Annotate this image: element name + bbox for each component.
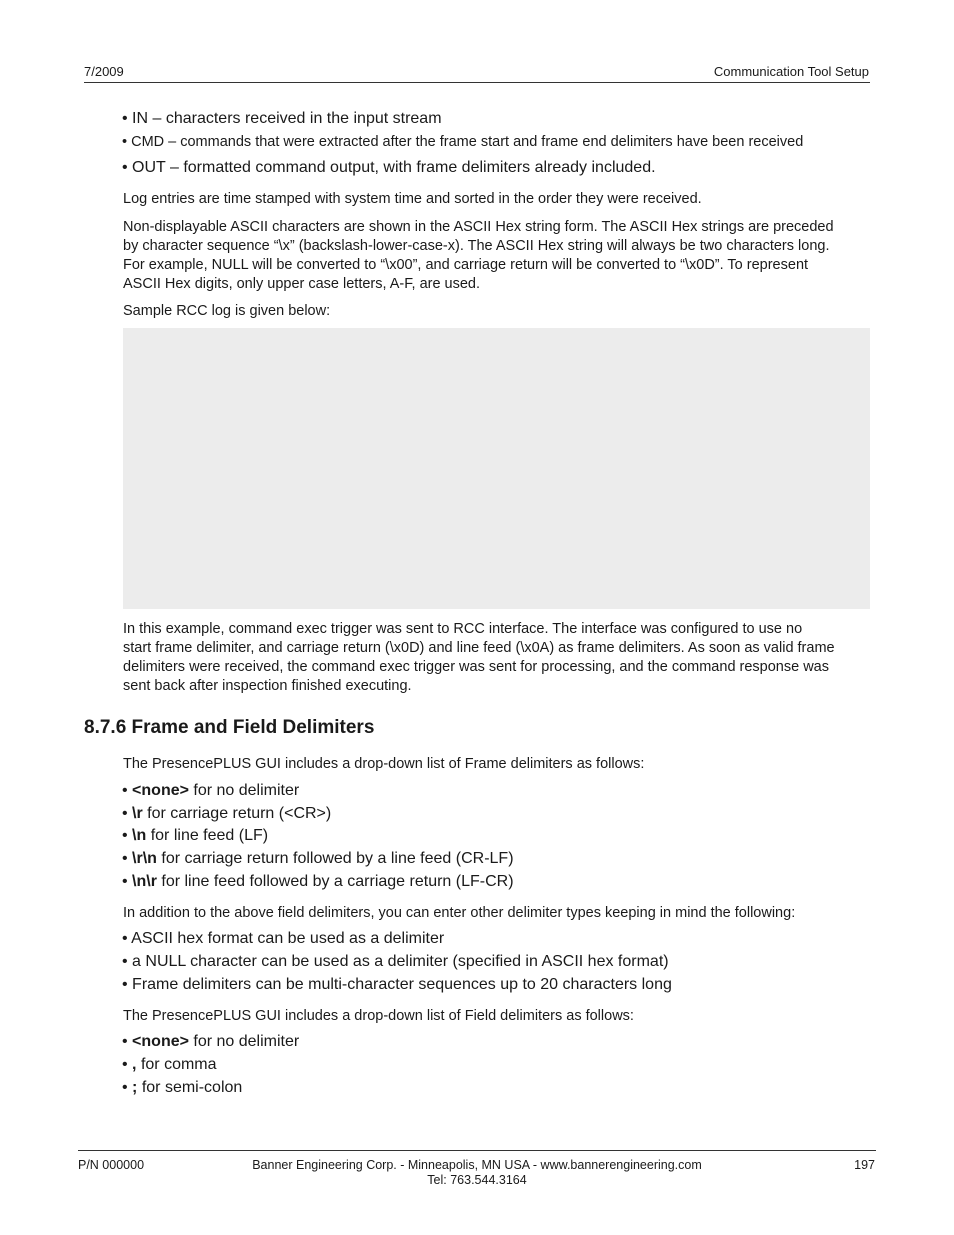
paragraph-timestamp: Log entries are time stamped with system time and sorted in the order they were received. [123,191,702,207]
bullet-cmd: • CMD – commands that were extracted after the frame start and frame end delimiters have been received [122,134,804,150]
bullet-mark: • [122,827,133,844]
paragraph-field-intro: The PresencePLUS GUI includes a drop-down list of Field delimiters as follows: [123,1008,634,1024]
field-delimiter-item [122,1056,217,1074]
paragraph-frame-intro: The PresencePLUS GUI includes a drop-down list of Frame delimiters as follows: [123,756,645,772]
footer-part-number: P/N 000000 [78,1158,145,1172]
bullet-mark: • [122,1079,133,1096]
footer-phone: Tel: 763.544.3164 [427,1173,527,1187]
frame-delimiter-item [122,805,331,823]
header-section-title: Communication Tool Setup [713,64,869,79]
paragraph-line: start frame delimiter, and carriage return (\x0D) and line feed (\x0A) as frame delimiters. As soon as valid frame [123,640,835,656]
frame-delimiter-item [122,827,268,845]
bullet-in: • IN – characters received in the input stream [122,110,442,127]
field-delimiter-item [122,1033,299,1051]
footer-divider [78,1150,876,1151]
delimiter-code: <none> [132,782,189,799]
section-heading: 8.7.6 Frame and Field Delimiters [84,717,375,738]
paragraph-example [123,620,873,696]
delimiter-code: \r [132,805,143,822]
delimiter-desc: for line feed (LF) [146,827,269,844]
delimiter-desc: for no delimiter [188,782,300,799]
bullet-mark: • [122,850,133,867]
frame-delimiter-item [122,873,514,891]
delimiter-code: ; [132,1079,138,1096]
frame-delimiter-item [122,850,514,868]
paragraph-line: sent back after inspection finished executing. [123,678,412,694]
delimiter-code: \n [132,827,147,844]
paragraph-line: Non-displayable ASCII characters are shown in the ASCII Hex string form. The ASCII Hex strings are preceded [123,219,834,235]
header-date: 7/2009 [84,64,124,79]
rule-item: • a NULL character can be used as a delimiter (specified in ASCII hex format) [122,953,669,970]
paragraph-line: For example, NULL will be converted to “\x00”, and carriage return will be converted to “\x0D”. To represent [123,257,809,273]
paragraph-line: delimiters were received, the command exec trigger was sent for processing, and the command response was [123,659,829,675]
delimiter-code: \n\r [132,873,157,890]
delimiter-desc: for carriage return (<CR>) [142,805,332,822]
rule-item: • ASCII hex format can be used as a delimiter [122,930,445,947]
bullet-mark: • [122,805,133,822]
bullet-mark: • [122,1056,133,1073]
paragraph-addition: In addition to the above field delimiters, you can enter other delimiter types keeping in mind the following: [123,905,796,921]
field-delimiter-item [122,1079,242,1097]
bullet-mark: • [122,873,133,890]
header-divider [84,82,870,83]
frame-delimiter-item [122,782,299,800]
paragraph-line: ASCII Hex digits, only upper case letters, A-F, are used. [123,276,481,292]
footer-company-line: Banner Engineering Corp. - Minneapolis, MN USA - www.bannerengineering.com [252,1158,702,1172]
delimiter-desc: for carriage return followed by a line feed (CR-LF) [156,850,514,867]
footer-company [250,1158,704,1188]
paragraph-line: by character sequence “\x” (backslash-lower-case-x). The ASCII Hex string will always be two characters long. [123,238,830,254]
paragraph-line: In this example, command exec trigger was sent to RCC interface. The interface was configured to use no [123,621,803,637]
delimiter-code: <none> [132,1033,189,1050]
delimiter-code: \r\n [132,850,157,867]
delimiter-code: , [132,1056,137,1073]
bullet-mark: • [122,782,133,799]
bullet-out: • OUT – formatted command output, with frame delimiters already included. [122,159,656,176]
sample-log-image [123,328,870,609]
paragraph-sample: Sample RCC log is given below: [123,303,331,319]
bullet-mark: • [122,1033,133,1050]
footer-page-number: 197 [854,1158,875,1172]
rule-item: • Frame delimiters can be multi-character sequences up to 20 characters long [122,976,672,993]
delimiter-desc: for line feed followed by a carriage return (LF-CR) [156,873,514,890]
delimiter-desc: for comma [136,1056,217,1073]
delimiter-desc: for semi-colon [137,1079,243,1096]
delimiter-desc: for no delimiter [188,1033,300,1050]
paragraph-nondisplayable [123,218,873,294]
